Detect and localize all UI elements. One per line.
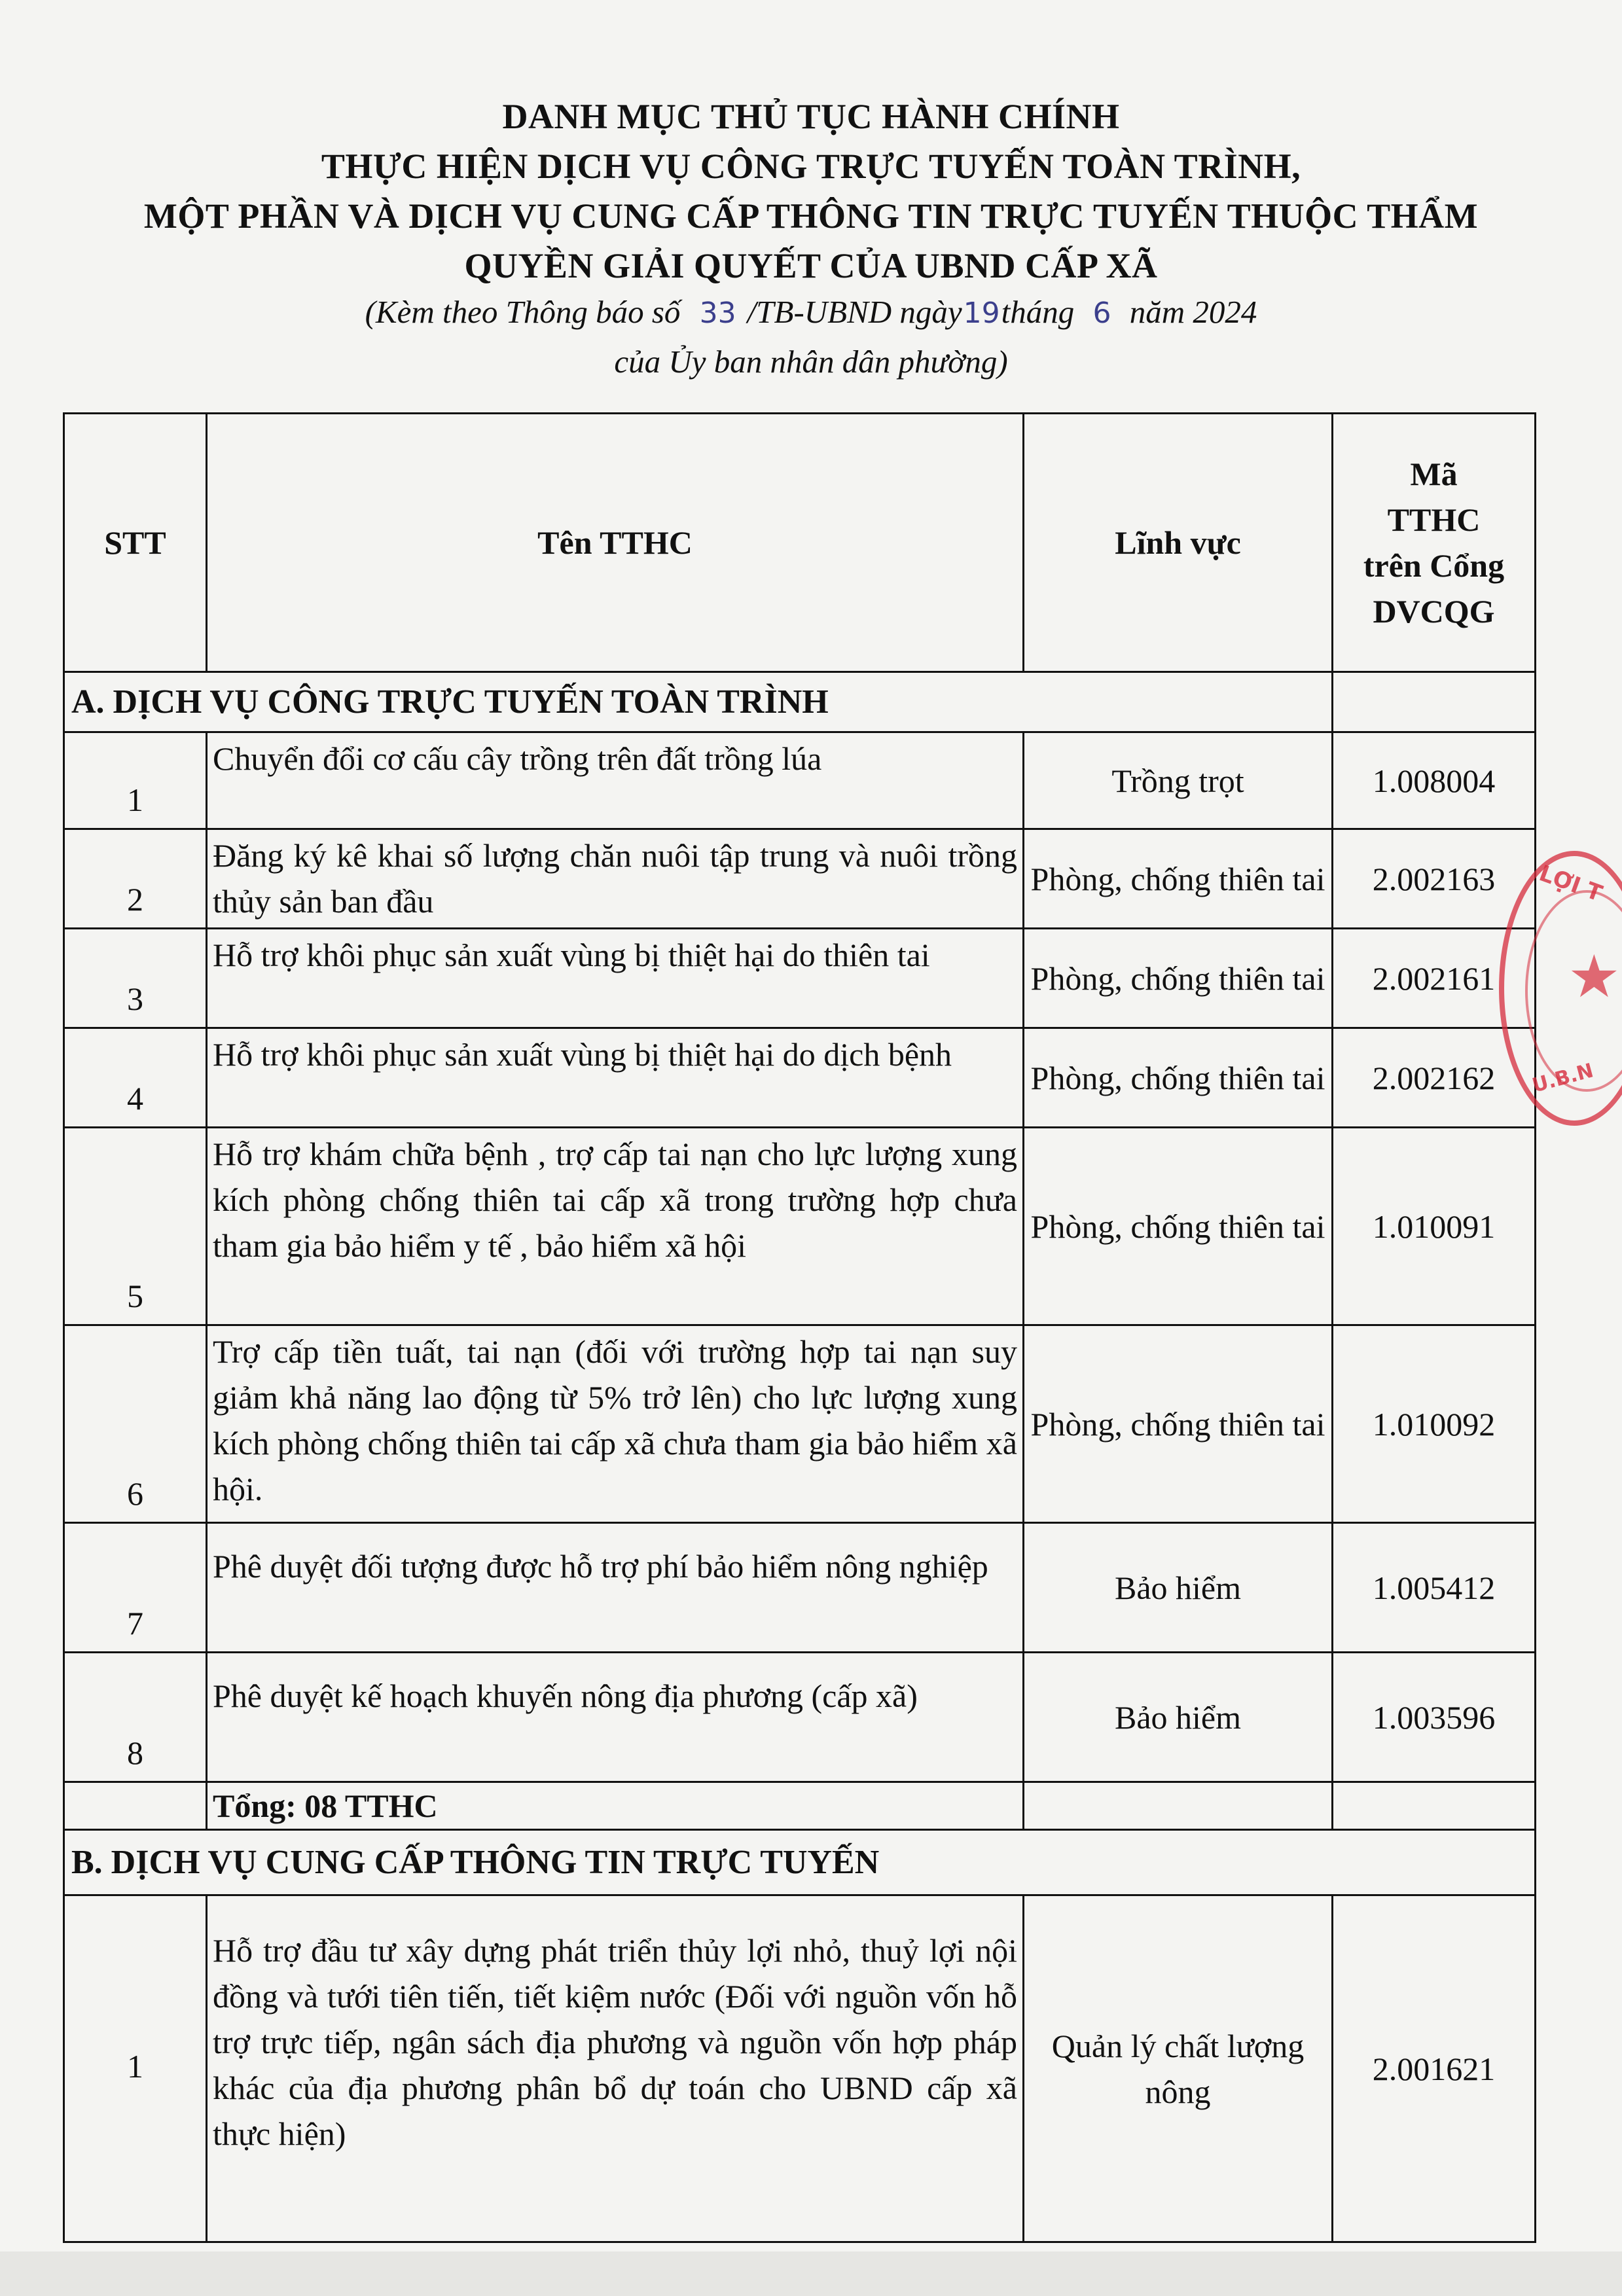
document-subtitle bbox=[0, 288, 1622, 386]
row-code: 2.002163 bbox=[1333, 829, 1536, 929]
row-field: Phòng, chống thiên tai bbox=[1024, 1128, 1333, 1325]
section-a-title: A. DỊCH VỤ CÔNG TRỰC TUYẾN TOÀN TRÌNH bbox=[64, 672, 1333, 732]
row-stt: 1 bbox=[64, 732, 207, 829]
table-row bbox=[64, 829, 1536, 929]
row-field: Phòng, chống thiên tai bbox=[1024, 929, 1333, 1028]
procedures-table bbox=[63, 412, 1536, 2243]
title-line-2: THỰC HIỆN DỊCH VỤ CÔNG TRỰC TUYẾN TOÀN TRÌNH, bbox=[321, 147, 1301, 186]
row-field: Quản lý chất lượng nông bbox=[1024, 1895, 1333, 2242]
empty-cell bbox=[1333, 1782, 1536, 1830]
header-code-line: DVCQG bbox=[1373, 593, 1495, 630]
header-field: Lĩnh vực bbox=[1024, 414, 1333, 672]
row-code: 1.010092 bbox=[1333, 1325, 1536, 1523]
notice-day: 19 bbox=[963, 296, 1000, 330]
row-stt: 7 bbox=[64, 1523, 207, 1653]
row-name: Hỗ trợ khôi phục sản xuất vùng bị thiệt hại do thiên tai bbox=[207, 929, 1024, 1028]
document-title bbox=[0, 92, 1622, 291]
row-field: Phòng, chống thiên tai bbox=[1024, 1028, 1333, 1128]
title-line-1: DANH MỤC THỦ TỤC HÀNH CHÍNH bbox=[502, 97, 1120, 136]
subtitle-mid-1: /TB-UBND ngày bbox=[747, 294, 962, 330]
row-name: Hỗ trợ khám chữa bệnh , trợ cấp tai nạn cho lực lượng xung kích phòng chống thiên tai cấp xã trong trường hợp chưa tham gia bảo hiểm y tế , bảo hiểm xã hội bbox=[207, 1128, 1024, 1325]
table-row bbox=[64, 1325, 1536, 1523]
row-stt: 4 bbox=[64, 1028, 207, 1128]
header-code-line: Mã bbox=[1410, 456, 1458, 492]
scan-bottom-edge bbox=[0, 2251, 1622, 2296]
row-stt: 6 bbox=[64, 1325, 207, 1523]
subtitle-prefix: (Kèm theo Thông báo số bbox=[365, 294, 681, 330]
table-row bbox=[64, 1895, 1536, 2242]
row-name: Phê duyệt kế hoạch khuyến nông địa phương (cấp xã) bbox=[207, 1653, 1024, 1782]
row-code: 2.001621 bbox=[1333, 1895, 1536, 2242]
header-code-line: trên Cổng bbox=[1363, 547, 1505, 584]
row-name: Chuyển đổi cơ cấu cây trồng trên đất trồng lúa bbox=[207, 732, 1024, 829]
header-name: Tên TTHC bbox=[207, 414, 1024, 672]
seal-emblem-icon: ★ bbox=[1568, 942, 1621, 1011]
subtitle-mid-3: năm 2024 bbox=[1129, 294, 1257, 330]
row-field: Bảo hiểm bbox=[1024, 1653, 1333, 1782]
empty-cell bbox=[1333, 672, 1536, 732]
row-stt: 5 bbox=[64, 1128, 207, 1325]
row-name: Đăng ký kê khai số lượng chăn nuôi tập trung và nuôi trồng thủy sản ban đầu bbox=[207, 829, 1024, 929]
row-field: Bảo hiểm bbox=[1024, 1523, 1333, 1653]
row-code: 1.003596 bbox=[1333, 1653, 1536, 1782]
notice-month: 6 bbox=[1092, 296, 1111, 330]
row-code: 2.002161 bbox=[1333, 929, 1536, 1028]
subtitle-line-1 bbox=[0, 288, 1622, 338]
row-stt: 2 bbox=[64, 829, 207, 929]
row-field: Trồng trọt bbox=[1024, 732, 1333, 829]
row-code: 2.002162 bbox=[1333, 1028, 1536, 1128]
title-line-3: MỘT PHẦN VÀ DỊCH VỤ CUNG CẤP THÔNG TIN TRỰC TUYẾN THUỘC THẨM bbox=[143, 196, 1479, 236]
row-field: Phòng, chống thiên tai bbox=[1024, 829, 1333, 929]
row-name: Trợ cấp tiền tuất, tai nạn (đối với trường hợp tai nạn suy giảm khả năng lao động từ 5% trở lên) cho lực lượng xung kích phòng chống thiên tai cấp xã chưa tham gia bảo hiểm xã hội. bbox=[207, 1325, 1024, 1523]
title-line-4: QUYỀN GIẢI QUYẾT CỦA UBND CẤP XÃ bbox=[464, 246, 1158, 285]
row-code: 1.005412 bbox=[1333, 1523, 1536, 1653]
row-field: Phòng, chống thiên tai bbox=[1024, 1325, 1333, 1523]
empty-cell bbox=[64, 1782, 207, 1830]
seal-text-top: LỢI T bbox=[1536, 860, 1606, 907]
empty-cell bbox=[1024, 1782, 1333, 1830]
seal-text-bottom: U.B.N bbox=[1530, 1059, 1596, 1098]
notice-number: 33 bbox=[699, 296, 736, 330]
table-row bbox=[64, 1653, 1536, 1782]
row-stt: 8 bbox=[64, 1653, 207, 1782]
row-name: Hỗ trợ khôi phục sản xuất vùng bị thiệt hại do dịch bệnh bbox=[207, 1028, 1024, 1128]
row-code: 1.010091 bbox=[1333, 1128, 1536, 1325]
header-code-line: TTHC bbox=[1387, 501, 1481, 538]
row-stt: 3 bbox=[64, 929, 207, 1028]
subtitle-line-2: của Ủy ban nhân dân phường) bbox=[614, 344, 1008, 380]
table-header-row bbox=[64, 414, 1536, 672]
header-code bbox=[1333, 414, 1536, 672]
table-row bbox=[64, 732, 1536, 829]
table-row bbox=[64, 929, 1536, 1028]
row-code: 1.008004 bbox=[1333, 732, 1536, 829]
section-b-row bbox=[64, 1830, 1536, 1895]
total-row bbox=[64, 1782, 1536, 1830]
row-stt: 1 bbox=[64, 1895, 207, 2242]
table-row bbox=[64, 1523, 1536, 1653]
subtitle-mid-2: tháng bbox=[1001, 294, 1075, 330]
section-b-title: B. DỊCH VỤ CUNG CẤP THÔNG TIN TRỰC TUYẾN bbox=[64, 1830, 1536, 1895]
table-row bbox=[64, 1128, 1536, 1325]
table-row bbox=[64, 1028, 1536, 1128]
section-a-total: Tổng: 08 TTHC bbox=[207, 1782, 1024, 1830]
section-a-row bbox=[64, 672, 1536, 732]
row-name: Phê duyệt đối tượng được hỗ trợ phí bảo hiểm nông nghiệp bbox=[207, 1523, 1024, 1653]
row-name: Hỗ trợ đầu tư xây dựng phát triển thủy lợi nhỏ, thuỷ lợi nội đồng và tưới tiên tiến, tiết kiệm nước (Đối với nguồn vốn hỗ trợ trực tiếp, ngân sách địa phương và nguồn vốn hợp pháp khác của địa phương phân bổ dự toán cho UBND cấp xã thực hiện) bbox=[207, 1895, 1024, 2242]
header-stt: STT bbox=[64, 414, 207, 672]
